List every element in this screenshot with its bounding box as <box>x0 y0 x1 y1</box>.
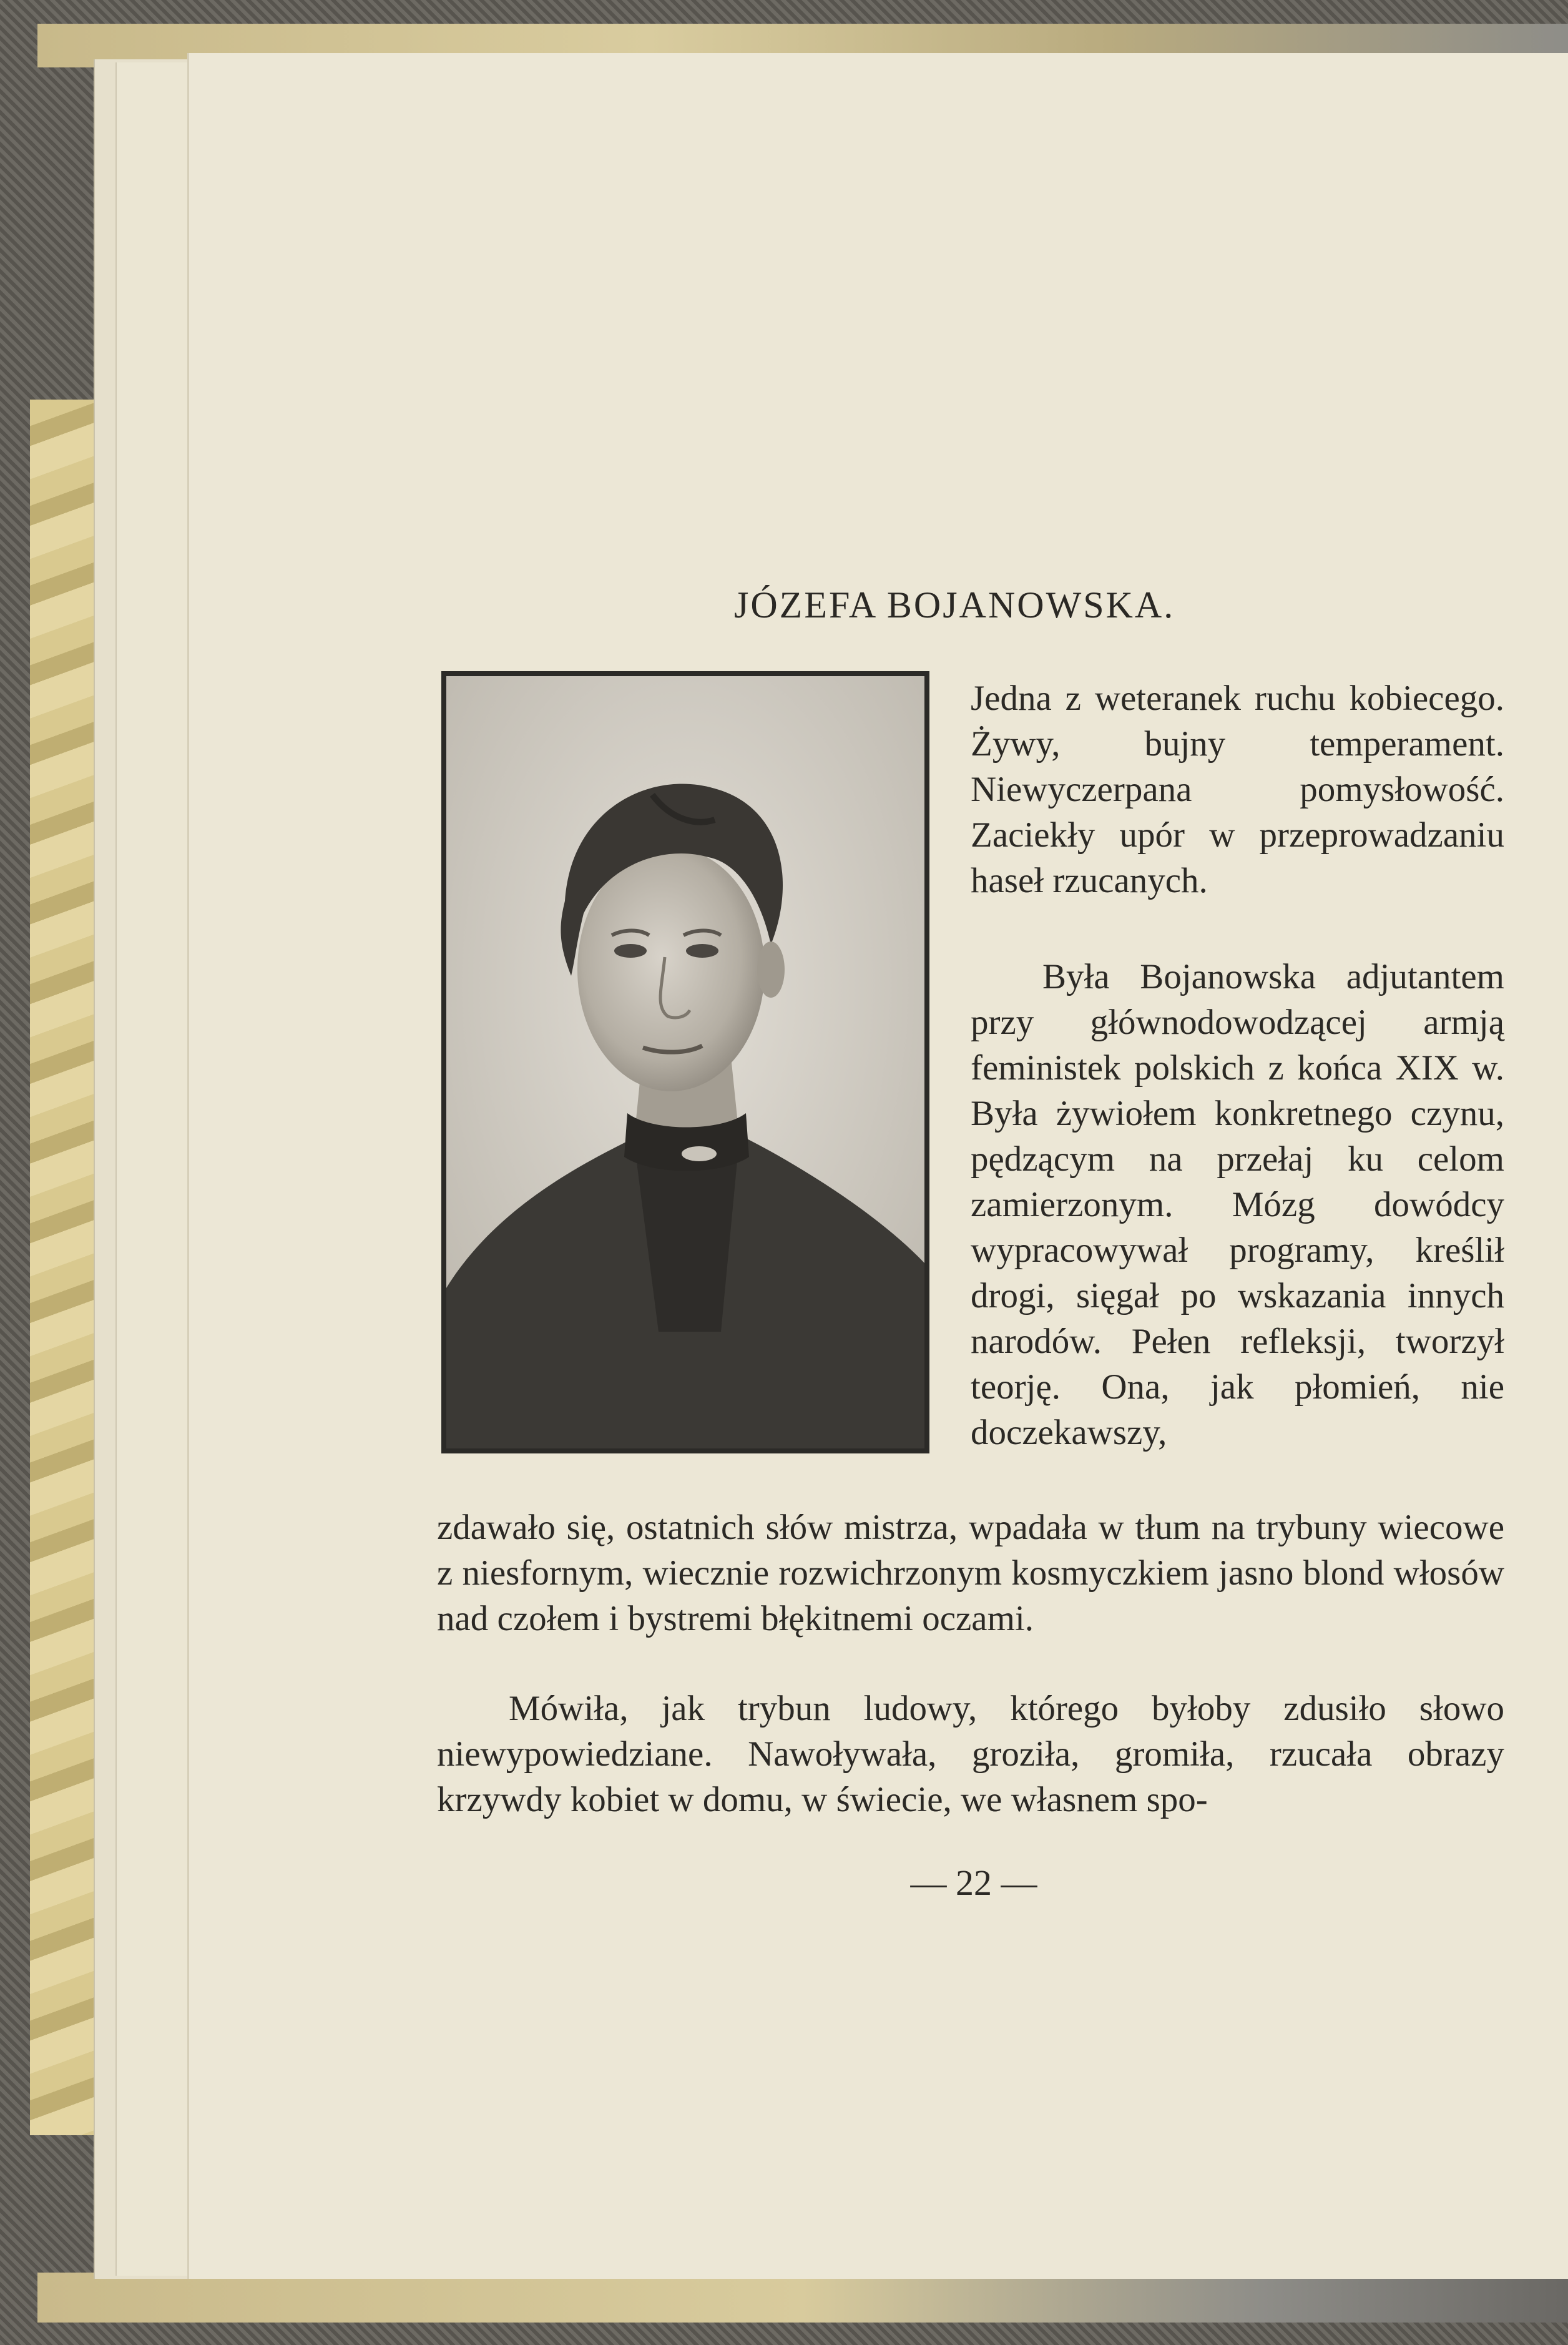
marbled-endpaper <box>30 400 99 2135</box>
page-number: — 22 — <box>910 1862 1037 1903</box>
cover-edge-bottom <box>37 2273 1568 2323</box>
page-title: JÓZEFA BOJANOWSKA. <box>734 584 1175 626</box>
portrait-image <box>446 676 924 1448</box>
portrait-photo <box>441 671 929 1453</box>
paragraph-speech: Mówiła, jak trybun ludowy, którego byłoby zdusiło słowo niewypowiedziane. Nawoływała, groziła, gromiła, rzucała obrazy krzywdy kobiet w domu, w świecie, we własnem spo- <box>437 1689 1504 1819</box>
paragraph-intro: Jedna z weteranek ruchu kobiecego. Żywy, bujny temperament. Niewyczerpana pomysłowość. Zaciekły upór w przeprowadzaniu haseł rzucanych. <box>971 679 1504 900</box>
paragraph-adjutant: Była Bojanowska adjutantem przy głównodowodzącej armją feministek polskich z końca XIX w. Była żywiołem konkretnego czynu, pędzącym na przełaj ku celom zamierzonym. Mózg dowódcy wypracowywał programy, kreślił drogi, sięgał po wskazania innych narodów. Pełen refleksji, tworzył teorję. Ona, jak płomień, nie doczekawszy, <box>971 957 1504 1452</box>
paragraph-adjutant-continued: zdawało się, ostatnich słów mistrza, wpadała w tłum na trybuny wiecowe z niesfornym, wiecznie rozwichrzonym kosmyczkiem jasno blond włosów nad czołem i bystremi błękitnemi oczami. <box>437 1508 1504 1638</box>
